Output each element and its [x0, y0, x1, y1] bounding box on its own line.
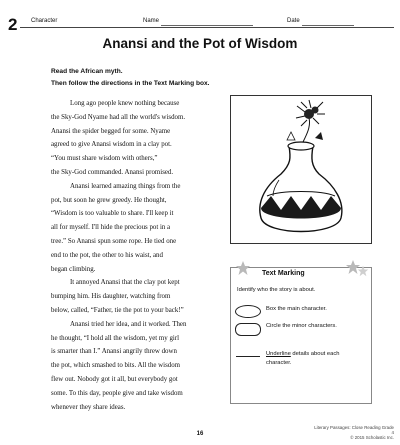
story-line: some. To this day, people give and take wisdom: [51, 389, 183, 397]
story-line: is smarter than I.” Anansi angrily threw down: [51, 348, 177, 356]
text-marking-title: Text Marking: [262, 270, 305, 277]
story-line: tree.” So Anansi spun some rope. He tied one: [51, 238, 177, 245]
footer-page-number: 16: [196, 431, 204, 437]
name-label: Name: [143, 18, 160, 24]
credit-line: © 2015 Scholastic Inc.: [350, 435, 394, 440]
story-line: below, called, “Father, tie the pot to your back!”: [51, 307, 184, 314]
credit-line: Literary Passages: Close Reading Grade 4: [314, 425, 394, 435]
underline-rest: details about each character.: [266, 351, 340, 366]
instruction-line: Then follow the directions in the Text Marking box.: [51, 80, 210, 87]
clay-pot-icon: [231, 96, 371, 243]
instruction-line: Read the African myth.: [51, 68, 123, 75]
story-line: agreed to give Anansi wisdom in a clay pot.: [51, 141, 172, 149]
story-line: Long ago people knew nothing because: [70, 100, 180, 107]
star-icon: [235, 260, 251, 276]
section-label: Character: [31, 18, 58, 24]
story-line: Anansi learned amazing things from the: [70, 182, 181, 190]
story-line: bumping him. His daughter, watching from: [51, 293, 171, 301]
underline-word: Underline: [266, 351, 291, 357]
story-line: all for myself. I'll hide the precious pot in a: [51, 224, 171, 232]
box-symbol: [235, 305, 261, 318]
star-icon: [357, 265, 369, 277]
text-marking-intro: Identify who the story is about.: [237, 287, 316, 293]
story-line: whenever they share ideas.: [51, 403, 126, 411]
page-number: 2: [8, 15, 18, 34]
circle-symbol: [235, 323, 261, 336]
story-line: began climbing.: [51, 265, 96, 273]
underline-instruction: [266, 350, 364, 368]
pot-illustration: [230, 95, 372, 244]
story-line: the pot, which smashed to bits. All the wisdom: [51, 362, 181, 370]
box-instruction: Box the main character.: [266, 306, 327, 312]
date-line: [302, 25, 354, 26]
circle-instruction: Circle the minor characters.: [266, 323, 337, 329]
story-line: pot, but soon he grew greedy. He thought,: [51, 196, 167, 204]
date-label: Date: [287, 18, 300, 24]
header-rule: [20, 27, 394, 28]
story-line: “Wisdom is too valuable to share. I'll keep it: [51, 210, 174, 218]
story-line: Anansi the spider begged for some. Nyame: [51, 127, 171, 135]
story-line: the Sky-God Nyame had all the world's wisdom.: [51, 113, 186, 121]
name-line: [161, 25, 253, 26]
story-line: “You must share wisdom with others,”: [51, 155, 158, 163]
page-title: Anansi and the Pot of Wisdom: [102, 36, 298, 51]
story-line: flew out. Nobody got it all, but everybody got: [51, 376, 178, 383]
story-line: Anansi tried her idea, and it worked. Then: [70, 320, 187, 328]
underline-symbol: [236, 356, 260, 357]
footer-credit: [314, 425, 394, 440]
story-line: he thought, “I hold all the wisdom, yet my girl: [51, 334, 180, 342]
story-line: end to the pot, the other to his waist, and: [51, 251, 163, 259]
story-line: It annoyed Anansi that the clay pot kept: [70, 279, 180, 287]
story-line: the Sky-God commanded. Anansi promised.: [51, 169, 174, 176]
